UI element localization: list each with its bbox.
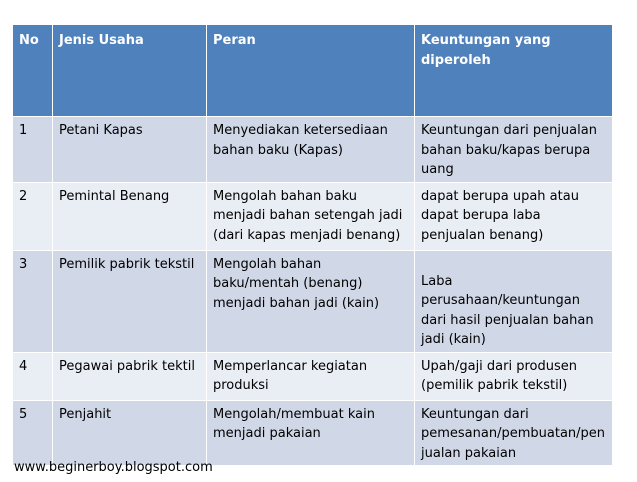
cell-keuntungan: Keuntungan dari penjualan bahan baku/kapas berupa uang xyxy=(415,117,613,183)
cell-keuntungan: Keuntungan dari pemesanan/pembuatan/penjualan pakaian xyxy=(415,400,613,466)
table-header-row xyxy=(13,25,613,117)
cell-jenis-usaha: Pegawai pabrik tektil xyxy=(53,352,207,400)
cell-peran: Memperlancar kegiatan produksi xyxy=(207,352,415,400)
cell-jenis-usaha: Petani Kapas xyxy=(53,117,207,183)
cell-keuntungan: Laba perusahaan/keuntungan dari hasil penjualan bahan jadi (kain) xyxy=(415,250,613,352)
header-peran: Peran xyxy=(207,25,415,117)
cell-peran: Mengolah/membuat kain menjadi pakaian xyxy=(207,400,415,466)
cell-jenis-usaha: Pemintal Benang xyxy=(53,182,207,250)
cell-peran: Mengolah bahan baku/mentah (benang) menjadi bahan jadi (kain) xyxy=(207,250,415,352)
table-row xyxy=(13,400,613,466)
cell-jenis-usaha: Pemilik pabrik tekstil xyxy=(53,250,207,352)
cell-peran: Mengolah bahan baku menjadi bahan setengah jadi (dari kapas menjadi benang) xyxy=(207,182,415,250)
cell-no: 3 xyxy=(13,250,53,352)
header-jenis-usaha: Jenis Usaha xyxy=(53,25,207,117)
table-row xyxy=(13,250,613,352)
table-row xyxy=(13,117,613,183)
header-no: No xyxy=(13,25,53,117)
header-keuntungan: Keuntungan yang diperoleh xyxy=(415,25,613,117)
cell-peran: Menyediakan ketersediaan bahan baku (Kapas) xyxy=(207,117,415,183)
cell-keuntungan: Upah/gaji dari produsen (pemilik pabrik tekstil) xyxy=(415,352,613,400)
footer-watermark-url: www.beginerboy.blogspot.com xyxy=(14,460,213,475)
cell-no: 4 xyxy=(13,352,53,400)
business-roles-table xyxy=(12,24,613,466)
cell-no: 2 xyxy=(13,182,53,250)
cell-no: 1 xyxy=(13,117,53,183)
cell-keuntungan: dapat berupa upah atau dapat berupa laba penjualan benang) xyxy=(415,182,613,250)
table-row xyxy=(13,352,613,400)
table-row xyxy=(13,182,613,250)
cell-no: 5 xyxy=(13,400,53,466)
cell-jenis-usaha: Penjahit xyxy=(53,400,207,466)
